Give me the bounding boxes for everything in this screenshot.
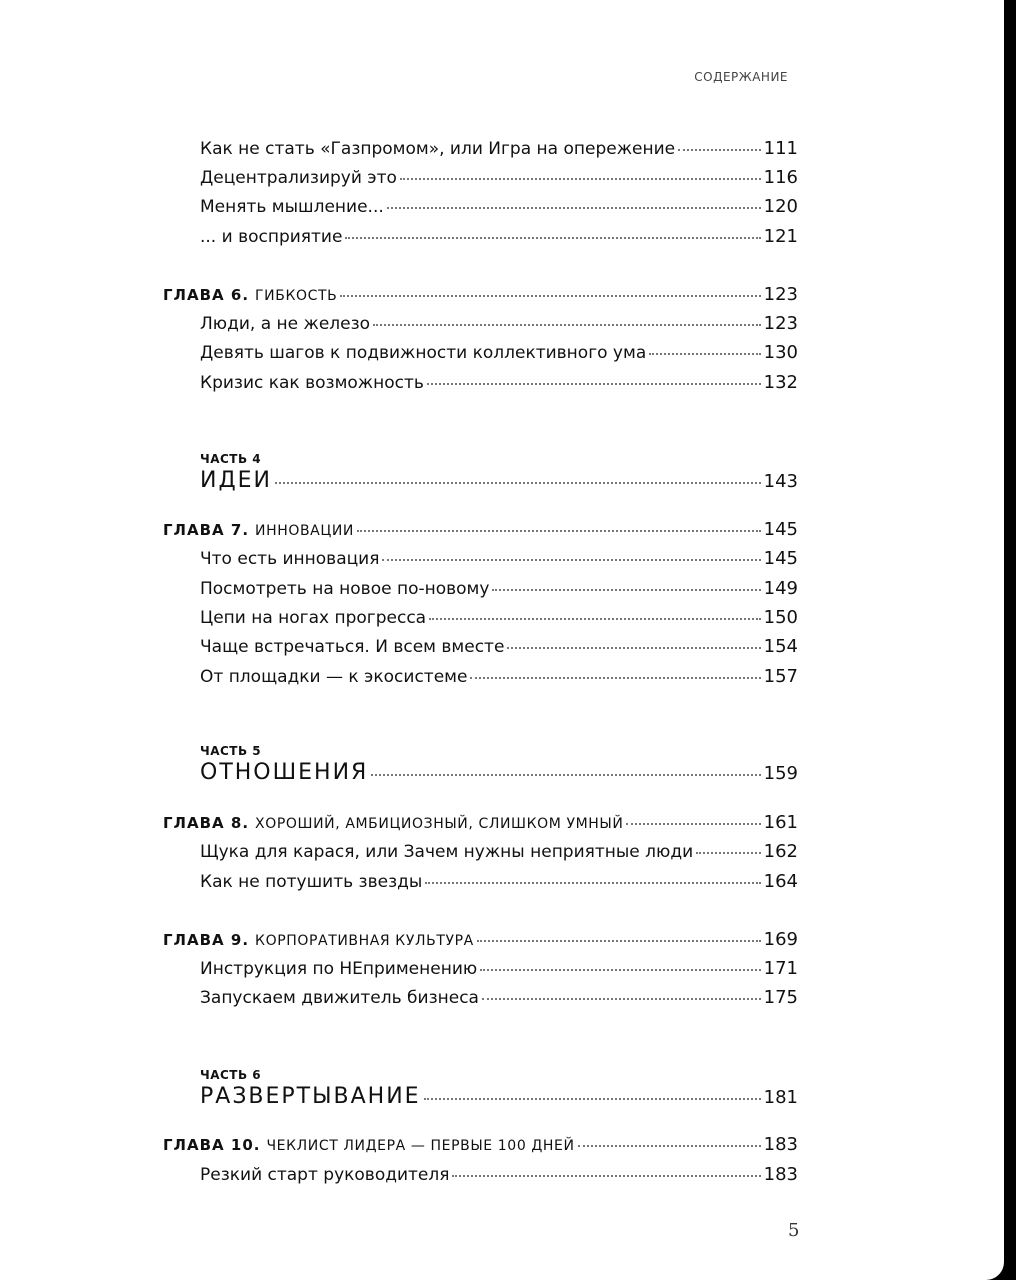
toc-entry bbox=[200, 987, 798, 1015]
toc-entry bbox=[200, 196, 798, 224]
toc-entry-page: 150 bbox=[763, 607, 798, 628]
toc-part-4 bbox=[200, 468, 798, 502]
toc-entry-page: 181 bbox=[763, 1087, 798, 1108]
part-label: ЧАСТЬ 5 bbox=[200, 744, 262, 758]
toc-entry bbox=[200, 578, 798, 606]
toc-entry-page: 164 bbox=[763, 871, 798, 892]
toc-entry-page: 183 bbox=[763, 1134, 798, 1155]
toc-entry-page: 130 bbox=[763, 342, 798, 363]
toc-entry-title: Как не потушить звезды bbox=[200, 872, 423, 892]
toc-part-5 bbox=[200, 760, 798, 794]
toc-entry-title: Инструкция по НЕприменению bbox=[200, 959, 478, 979]
toc-entry bbox=[200, 548, 798, 576]
toc-chapter-10 bbox=[163, 1134, 798, 1162]
dot-leader bbox=[382, 559, 760, 561]
dot-leader bbox=[696, 852, 760, 854]
dot-leader bbox=[477, 940, 761, 942]
toc-entry bbox=[200, 607, 798, 635]
chapter-title: ХОРОШИЙ, АМБИЦИОЗНЫЙ, СЛИШКОМ УМНЫЙ bbox=[255, 816, 624, 832]
part-title: ИДЕИ bbox=[200, 468, 273, 493]
dot-leader bbox=[340, 295, 760, 297]
toc-entry-page: 175 bbox=[763, 987, 798, 1008]
toc-entry bbox=[200, 138, 798, 166]
dot-leader bbox=[452, 1175, 760, 1177]
dot-leader bbox=[373, 324, 761, 326]
toc-entry-page: 157 bbox=[763, 666, 798, 687]
chapter-title: ИННОВАЦИИ bbox=[255, 523, 354, 539]
dot-leader bbox=[345, 237, 760, 239]
toc-entry-page: 143 bbox=[763, 471, 798, 492]
dot-leader bbox=[507, 647, 760, 649]
dot-leader bbox=[649, 353, 760, 355]
chapter-title: ГИБКОСТЬ bbox=[255, 288, 338, 304]
toc-entry-title: Что есть инновация bbox=[200, 549, 380, 569]
toc-entry-page: 171 bbox=[763, 958, 798, 979]
toc-part-6 bbox=[200, 1084, 798, 1118]
toc-entry bbox=[200, 841, 798, 869]
toc-entry-title: Децентрализируй это bbox=[200, 168, 397, 188]
dot-leader bbox=[492, 589, 760, 591]
toc-entry bbox=[200, 871, 798, 899]
toc-chapter-6 bbox=[163, 284, 798, 312]
toc-chapter-9 bbox=[163, 929, 798, 957]
toc-entry-title: Запускаем движитель бизнеса bbox=[200, 988, 479, 1008]
chapter-label: ГЛАВА 10. bbox=[163, 1136, 261, 1154]
dot-leader bbox=[357, 530, 761, 532]
chapter-label: ГЛАВА 9. bbox=[163, 931, 250, 949]
toc-entry-page: 169 bbox=[763, 929, 798, 950]
toc-entry bbox=[200, 342, 798, 370]
toc-entry bbox=[200, 313, 798, 341]
toc-entry-page: 123 bbox=[763, 284, 798, 305]
toc-entry-title: Кризис как возможность bbox=[200, 373, 424, 393]
toc-entry-page: 162 bbox=[763, 841, 798, 862]
toc-entry-title: Девять шагов к подвижности коллективного ума bbox=[200, 343, 647, 363]
dot-leader bbox=[429, 618, 761, 620]
page-number: 5 bbox=[788, 1220, 800, 1241]
toc-entry-page: 161 bbox=[763, 812, 798, 833]
part-title: ОТНОШЕНИЯ bbox=[200, 760, 369, 785]
toc-entry-page: 111 bbox=[763, 138, 798, 159]
chapter-title: ЧЕКЛИСТ ЛИДЕРА — ПЕРВЫЕ 100 ДНЕЙ bbox=[266, 1138, 575, 1154]
dot-leader bbox=[678, 149, 761, 151]
running-head: СОДЕРЖАНИЕ bbox=[694, 70, 788, 84]
toc-chapter-7 bbox=[163, 519, 798, 547]
chapter-label: ГЛАВА 7. bbox=[163, 521, 250, 539]
toc-entry-title: ... и восприятие bbox=[200, 227, 343, 247]
dot-leader bbox=[480, 969, 760, 971]
toc-entry-title: От площадки — к экосистеме bbox=[200, 667, 468, 687]
dot-leader bbox=[400, 178, 761, 180]
part-title: РАЗВЕРТЫВАНИЕ bbox=[200, 1084, 421, 1109]
toc-entry-page: 116 bbox=[763, 167, 798, 188]
toc-entry-title: Резкий старт руководителя bbox=[200, 1165, 450, 1185]
dot-leader bbox=[425, 882, 760, 884]
toc-entry-title: Как не стать «Газпромом», или Игра на опережение bbox=[200, 139, 676, 159]
toc-chapter-8 bbox=[163, 812, 798, 840]
dot-leader bbox=[482, 998, 761, 1000]
dot-leader bbox=[371, 774, 760, 776]
toc-entry-page: 120 bbox=[763, 196, 798, 217]
toc-entry bbox=[200, 167, 798, 195]
dot-leader bbox=[578, 1145, 761, 1147]
toc-entry-title: Цепи на ногах прогресса bbox=[200, 608, 427, 628]
toc-entry-title: Щука для карася, или Зачем нужны неприятные люди bbox=[200, 842, 694, 862]
toc-entry-title: Менять мышление... bbox=[200, 197, 384, 217]
toc-entry-page: 123 bbox=[763, 313, 798, 334]
toc-entry-page: 183 bbox=[763, 1164, 798, 1185]
toc-entry-title: Чаще встречаться. И всем вместе bbox=[200, 637, 505, 657]
dot-leader bbox=[470, 677, 760, 679]
toc-entry bbox=[200, 636, 798, 664]
toc-entry-page: 145 bbox=[763, 519, 798, 540]
chapter-label: ГЛАВА 6. bbox=[163, 286, 250, 304]
dot-leader bbox=[424, 1098, 761, 1100]
toc-entry-page: 145 bbox=[763, 548, 798, 569]
toc-entry bbox=[200, 666, 798, 694]
toc-entry-page: 132 bbox=[763, 372, 798, 393]
toc-entry-page: 159 bbox=[763, 763, 798, 784]
toc-entry-title: Посмотреть на новое по-новому bbox=[200, 579, 490, 599]
toc-entry bbox=[200, 1164, 798, 1192]
toc-entry bbox=[200, 958, 798, 986]
toc-entry bbox=[200, 226, 798, 254]
toc-entry-page: 154 bbox=[763, 636, 798, 657]
dot-leader bbox=[387, 207, 761, 209]
part-label: ЧАСТЬ 4 bbox=[200, 452, 262, 466]
chapter-title: КОРПОРАТИВНАЯ КУЛЬТУРА bbox=[255, 933, 474, 949]
dot-leader bbox=[275, 482, 761, 484]
toc-entry bbox=[200, 372, 798, 400]
chapter-label: ГЛАВА 8. bbox=[163, 814, 250, 832]
dot-leader bbox=[427, 383, 761, 385]
part-label: ЧАСТЬ 6 bbox=[200, 1068, 262, 1082]
dot-leader bbox=[626, 823, 760, 825]
toc-entry-page: 121 bbox=[763, 226, 798, 247]
toc-entry-page: 149 bbox=[763, 578, 798, 599]
toc-entry-title: Люди, а не железо bbox=[200, 314, 371, 334]
